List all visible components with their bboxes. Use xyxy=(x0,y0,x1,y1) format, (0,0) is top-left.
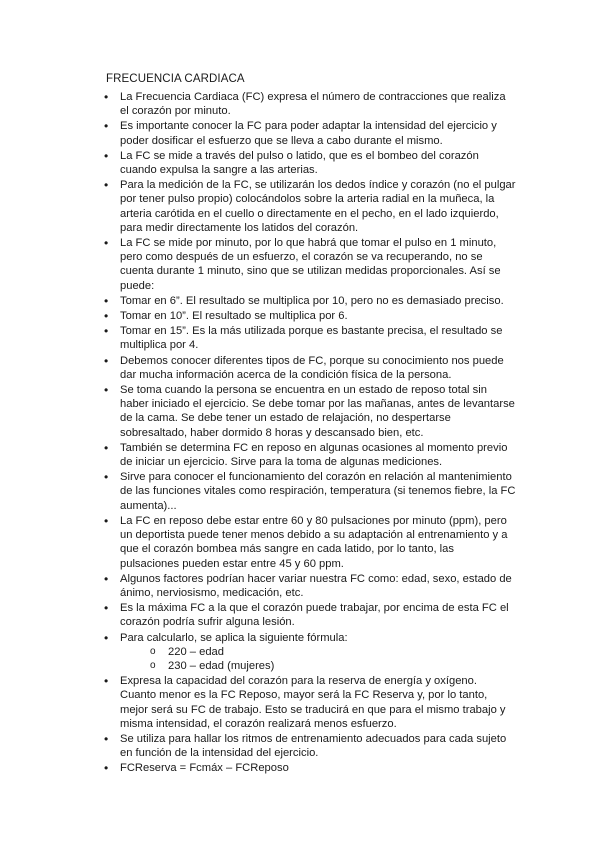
page-title: FRECUENCIA CARDIACA xyxy=(106,73,245,85)
list-item: • Se utiliza para hallar los ritmos de entrenamiento adecuados para cada sujeto en función de la intensidad del ejercicio. xyxy=(104,732,516,760)
formula-list xyxy=(120,645,516,673)
list-item: • Es la máxima FC a la que el corazón puede trabajar, por encima de esta FC el corazón podría sufrir alguna lesión. xyxy=(104,601,516,629)
list-item: • Expresa la capacidad del corazón para la reserva de energía y oxígeno. Cuanto menor es la FC Reposo, mayor será la FC Reserva y, por lo tanto, mejor será su FC de trabajo. Esto se traducirá en que para el mismo trabajo y misma intensidad, el corazón realizará menos esfuerzo. xyxy=(104,674,516,731)
list-item: • La FC se mide por minuto, por lo que habrá que tomar el pulso en 1 minuto, pero como después de un esfuerzo, el corazón se va recuperando, no se cuenta durante 1 minuto, sino que se utilizan medidas proporcionales. Así se puede: xyxy=(104,236,516,293)
list-item-formula xyxy=(104,631,516,674)
list-item: • La FC se mide a través del pulso o latido, que es el bombeo del corazón cuando expulsa la sangre a las arterias. xyxy=(104,149,516,177)
list-item: • La FC en reposo debe estar entre 60 y 80 pulsaciones por minuto (ppm), pero un deportista puede tener menos debido a su adaptación al entrenamiento y a que el corazón bombea más sangre en cada latido, por lo tanto, las pulsaciones pueden estar entre 45 y 60 ppm. xyxy=(104,514,516,571)
list-item: • Algunos factores podrían hacer variar nuestra FC como: edad, sexo, estado de ánimo, nerviosismo, medicación, etc. xyxy=(104,572,516,600)
bullet-list xyxy=(104,90,516,777)
list-item: • Sirve para conocer el funcionamiento del corazón en relación al mantenimiento de las funciones vitales como respiración, temperatura (si tenemos fiebre, la FC aumenta)... xyxy=(104,470,516,513)
list-item: • Es importante conocer la FC para poder adaptar la intensidad del ejercicio y poder dosificar el esfuerzo que se lleva a cabo durante el mismo. xyxy=(104,119,516,147)
formula-intro: Para calcularlo, se aplica la siguiente fórmula: xyxy=(120,631,348,644)
list-item: • Se toma cuando la persona se encuentra en un estado de reposo total sin haber iniciado el ejercicio. Se debe tomar por las mañanas, antes de levantarse de la cama. Se debe tener un estado de relajación, no despertarse sobresaltado, haber dormido 8 horas y descansado bien, etc. xyxy=(104,383,516,440)
list-item: • Para la medición de la FC, se utilizarán los dedos índice y corazón (no el pulgar por tener pulso propio) colocándolos sobre la arteria radial en la muñeca, la arteria carótida en el cuello o directamente en el pecho, en el lado izquierdo, para medir directamente los latidos del corazón. xyxy=(104,178,516,235)
list-item: • Debemos conocer diferentes tipos de FC, porque su conocimiento nos puede dar mucha información acerca de la condición física de la persona. xyxy=(104,354,516,382)
list-item: • Tomar en 6”. El resultado se multiplica por 10, pero no es demasiado preciso. xyxy=(104,294,516,308)
list-item: • Tomar en 10”. El resultado se multiplica por 6. xyxy=(104,309,516,323)
list-item: • FCReserva = Fcmáx – FCReposo xyxy=(104,761,516,775)
list-item: • También se determina FC en reposo en algunas ocasiones al momento previo de iniciar un ejercicio. Sirve para la toma de algunas mediciones. xyxy=(104,441,516,469)
list-item: • Tomar en 15”. Es la más utilizada porque es bastante precisa, el resultado se multiplica por 4. xyxy=(104,324,516,352)
formula-item: o 220 – edad xyxy=(150,645,516,659)
list-item: • La Frecuencia Cardiaca (FC) expresa el número de contracciones que realiza el corazón por minuto. xyxy=(104,90,516,118)
formula-item: o 230 – edad (mujeres) xyxy=(150,659,516,673)
